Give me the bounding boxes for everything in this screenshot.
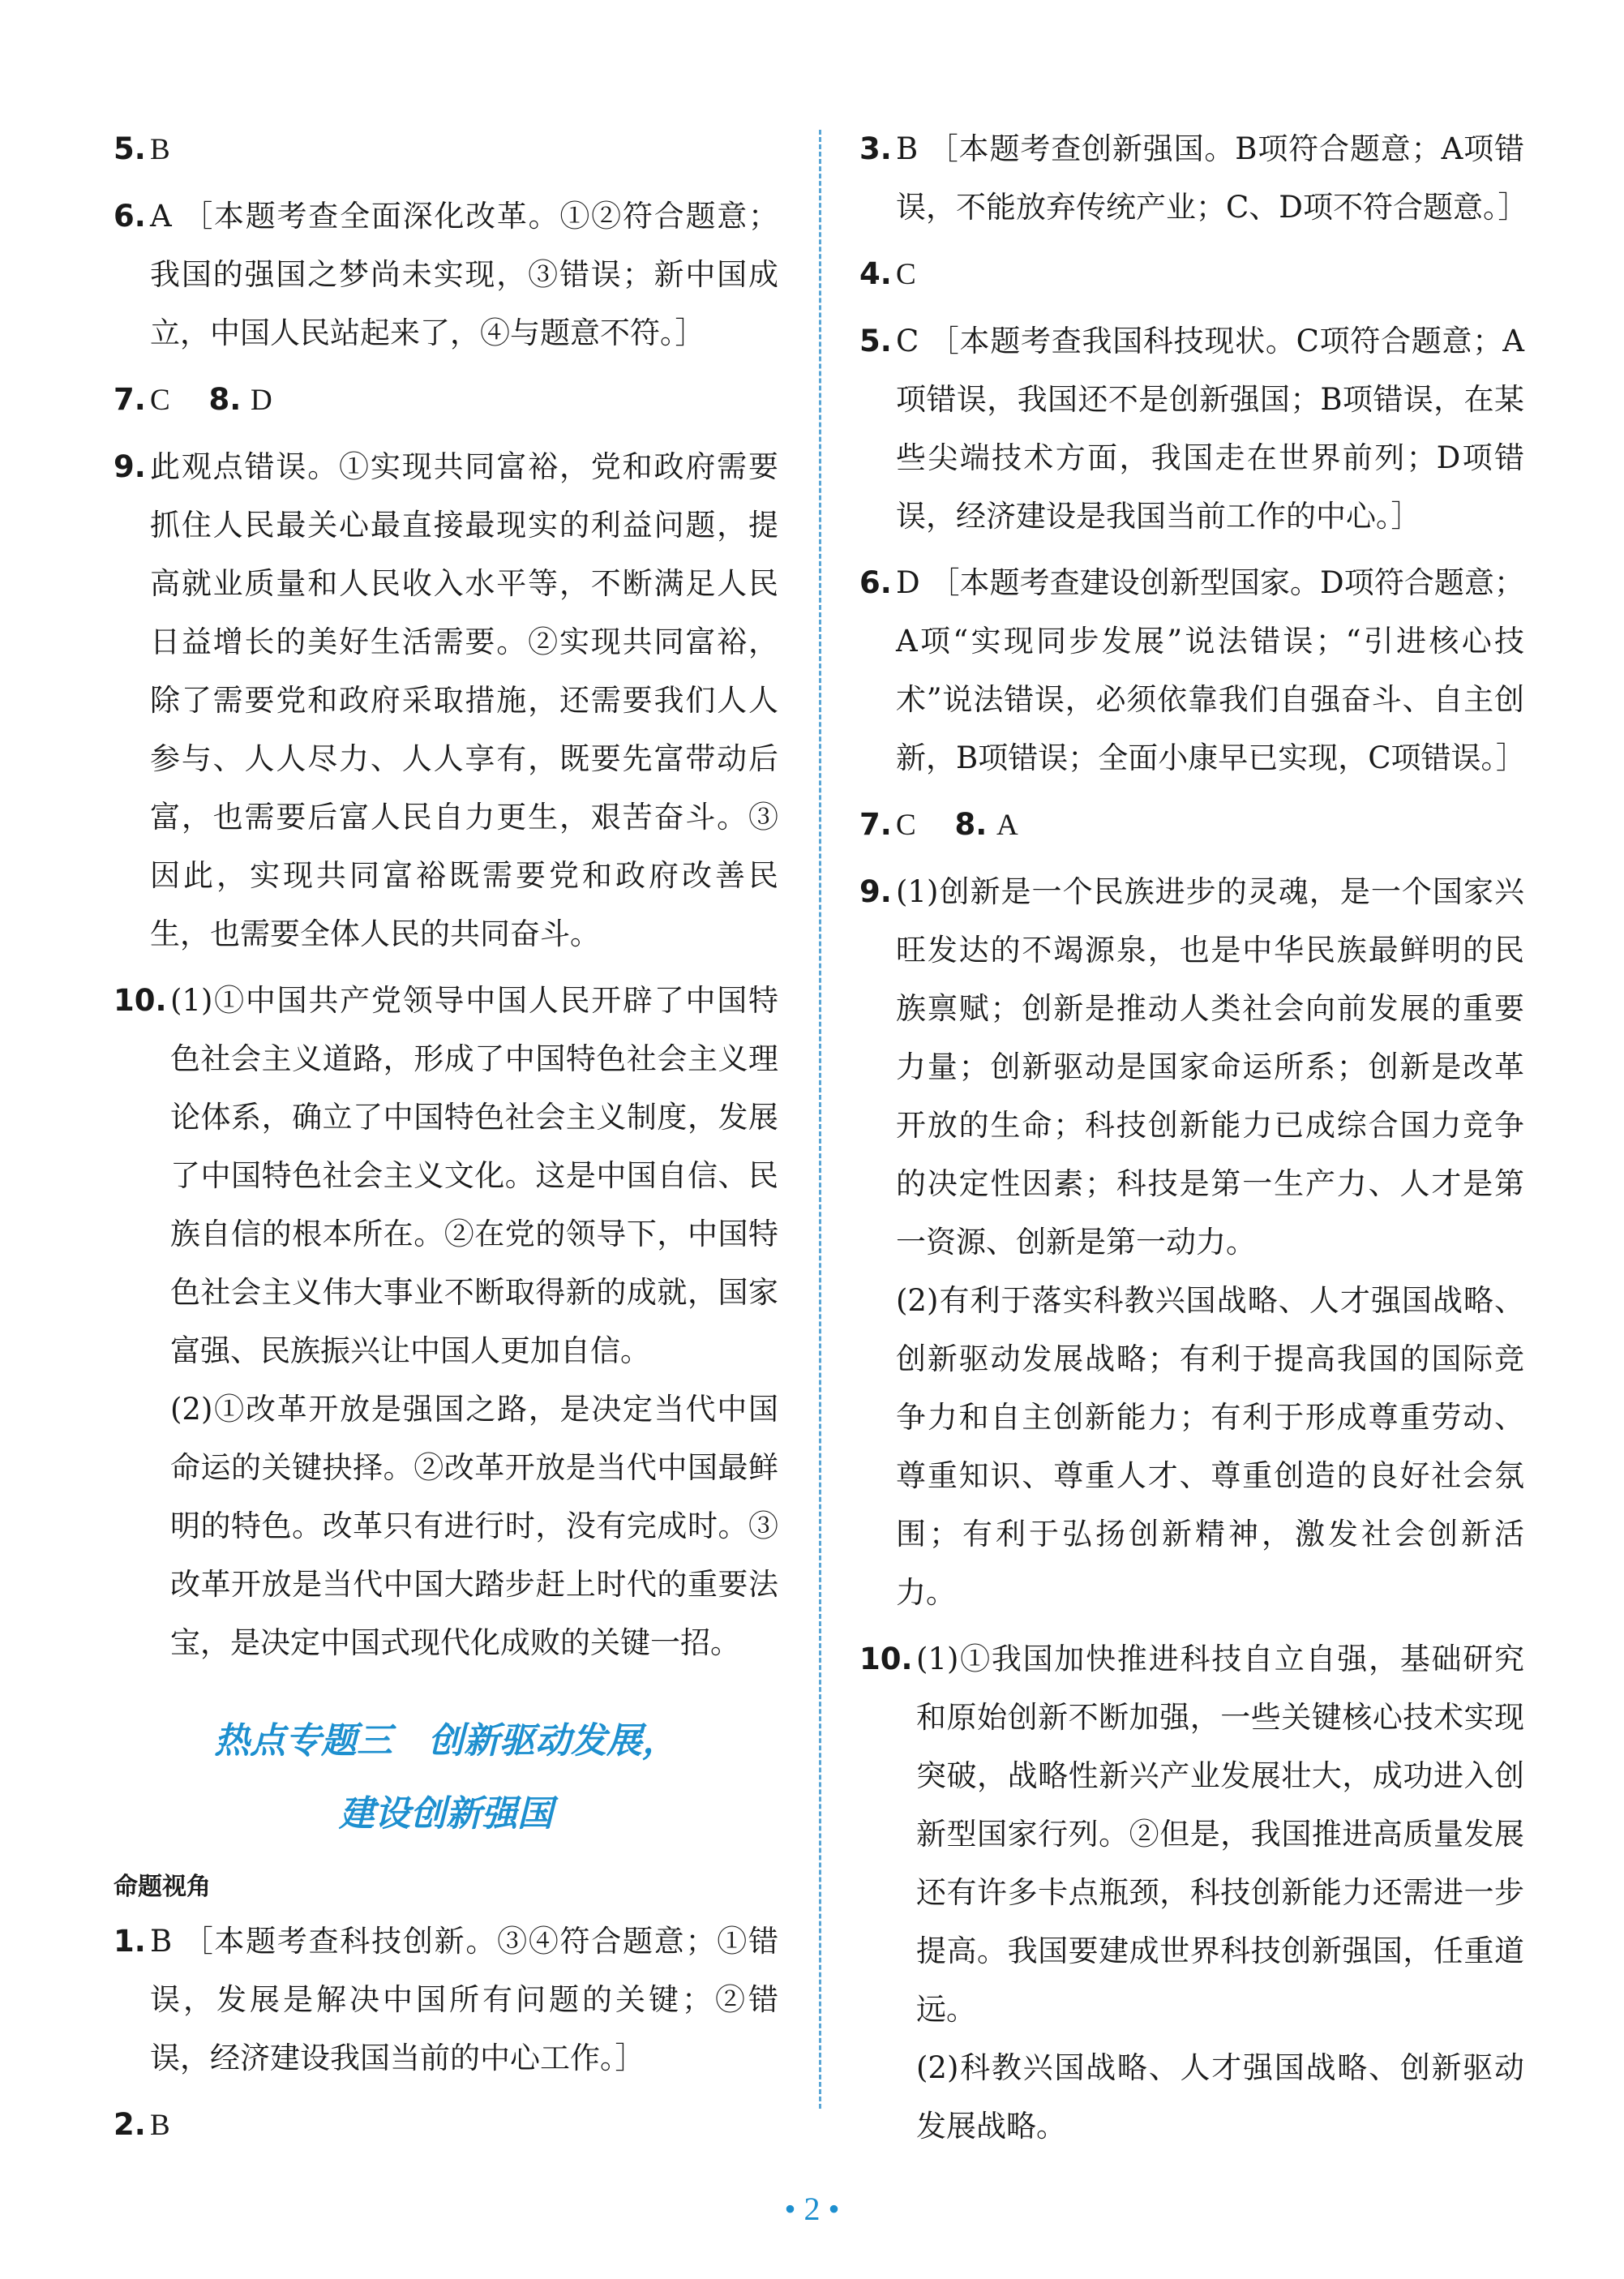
item-number: 1. [114, 1924, 146, 1959]
answer-text: 此观点错误。①实现共同富裕，党和政府需要抓住人民最关心最直接最现实的利益问题，提高就业质量和人民收入水平等，不断满足人民日益增长的美好生活需要。②实现共同富裕，除了需要党和政府采取措施，还需要我们人人参与、人人尽力、人人享有，既要先富带动后富，也需要后富人民自力更生，艰苦奋斗。③因此，实现共同富裕既需要党和政府改善民生，也需要全体人民的共同奋斗。 [150, 449, 778, 951]
column-divider [819, 130, 821, 2109]
answer-text: C [150, 384, 170, 417]
answer-item-s2 [114, 2096, 778, 2155]
answer-part-1: (1)①我国加快推进科技自立自强，基础研究和原始创新不断加强，一些关键核心技术实现突破，战略性新兴产业发展壮大，成功进入创新型国家行列。②但是，我国推进高质量发展还有许多卡点瓶颈，科技创新能力还需进一步提高。我国要建成世界科技创新强国，任重道远。 [916, 1642, 1524, 2027]
item-number: 7. [114, 382, 146, 417]
answer-item-7-8 [114, 371, 778, 430]
answer-item-9 [114, 438, 778, 964]
answer-text: B ［本题考查创新强国。B项符合题意；A项错误，不能放弃传统产业；C、D项不符合题意。］ [896, 131, 1528, 225]
item-number-8: 8. [954, 807, 988, 842]
answer-item-s7-8 [859, 796, 1524, 855]
answer-item-s3 [859, 120, 1528, 237]
answer-part-1: (1)创新是一个民族进步的灵魂，是一个国家兴旺发达的不竭源泉，也是中华民族最鲜明的民族禀赋；创新是推动人类社会向前发展的重要力量；创新驱动是国家命运所系；创新是改革开放的生命；科技创新能力已成综合国力竞争的决定性因素；科技是第一生产力、人才是第一资源、创新是第一动力。 [896, 874, 1524, 1260]
item-number-8: 8. [208, 382, 242, 417]
answer-text: A ［本题考查全面深化改革。①②符合题意；我国的强国之梦尚未实现，③错误；新中国成立，中国人民站起来了，④与题意不符。］ [150, 199, 778, 350]
answer-text: D ［本题考查建设创新型国家。D项符合题意；A项“实现同步发展”说法错误；“引进核心技术”说法错误，必须依靠我们自强奋斗、自主创新，B项错误；全面小康早已实现，C项错误。］ [896, 565, 1526, 775]
answer-text: C [896, 809, 916, 842]
answer-text: B [150, 2109, 170, 2142]
answer-text: C ［本题考查我国科技现状。C项符合题意；A项错误，我国还不是创新强国；B项错误，在某些尖端技术方面，我国走在世界前列；D项错误，经济建设是我国当前工作的中心。］ [896, 324, 1524, 534]
answer-item-s10 [859, 1630, 1524, 2156]
section-title [114, 1705, 778, 1851]
item-number: 6. [859, 565, 892, 600]
item-number: 6. [114, 199, 146, 234]
item-number: 4. [859, 256, 892, 291]
right-column [859, 120, 1528, 2164]
answer-text: B [150, 133, 170, 166]
section-title-line-1: 热点专题三 创新驱动发展， [214, 1720, 678, 1762]
subheading: 命题视角 [114, 1873, 211, 1901]
answer-item-s9 [859, 863, 1524, 1622]
answer-text-8: A [996, 809, 1018, 842]
answer-item-s1 [114, 1912, 778, 2088]
answer-part-2: (2)有利于落实科教兴国战略、人才强国战略、创新驱动发展战略；有利于提高我国的国际竞争力和自主创新能力；有利于形成尊重劳动、尊重知识、尊重人才、尊重创造的良好社会氛围；有利于弘扬创新精神，激发社会创新活力。 [896, 1283, 1524, 1610]
item-number: 7. [859, 807, 892, 842]
answer-item-s4 [859, 245, 1524, 304]
answer-part-2: (2)①改革开放是强国之路，是决定当代中国命运的关键抉择。②改革开放是当代中国最鲜明的特色。改革只有进行时，没有完成时。③改革开放是当代中国大踏步赶上时代的重要法宝，是决定中国式现代化成败的关键一招。 [170, 1392, 778, 1660]
answer-item-10 [114, 972, 778, 1672]
answer-item-s5 [859, 312, 1524, 546]
item-number: 2. [114, 2107, 146, 2142]
answer-text: B ［本题考查科技创新。③④符合题意；①错误，发展是解决中国所有问题的关键；②错误，经济建设我国当前的中心工作。］ [150, 1924, 778, 2075]
left-column [114, 120, 778, 2163]
section-title-line-2: 建设创新强国 [339, 1793, 553, 1835]
item-number: 9. [859, 874, 892, 909]
item-number: 3. [859, 131, 892, 166]
answer-item-5 [114, 120, 778, 179]
answer-text: C [896, 258, 916, 291]
item-number: 5. [114, 131, 146, 166]
answer-text-8: D [251, 384, 272, 417]
item-number: 10. [859, 1642, 913, 1676]
item-number: 10. [114, 983, 167, 1018]
page-number: • 2 • [784, 2191, 840, 2227]
item-number: 5. [859, 324, 892, 358]
answer-part-2: (2)科教兴国战略、人才强国战略、创新驱动发展战略。 [916, 2050, 1524, 2144]
answer-item-s6 [859, 554, 1524, 788]
answer-item-6 [114, 187, 778, 363]
item-number: 9. [114, 449, 146, 484]
answer-part-1: (1)①中国共产党领导中国人民开辟了中国特色社会主义道路，形成了中国特色社会主义理论体系，确立了中国特色社会主义制度，发展了中国特色社会主义文化。这是中国自信、民族自信的根本所在。②在党的领导下，中国特色社会主义伟大事业不断取得新的成就，国家富强、民族振兴让中国人更加自信。 [170, 983, 778, 1368]
